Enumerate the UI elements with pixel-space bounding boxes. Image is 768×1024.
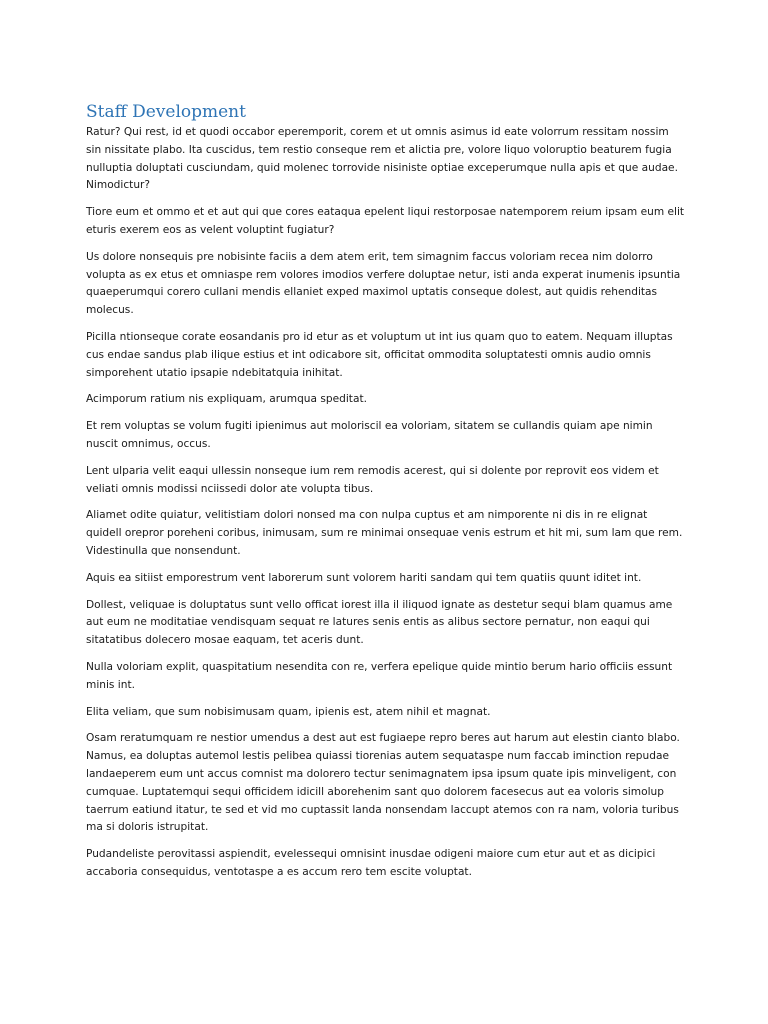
- paragraph: Dollest, veliquae is doluptatus sunt vello officat iorest illa il iliquod ignate as destetur sequi blam quamus ame aut eum ne moditatiae vendisquam sequat re latures senis entis as alibus sectore pernatur, non eaqui qui sitatatibus dolecero mosae eaquam, tet aceris dunt.: [86, 598, 673, 647]
- paragraph: Us dolore nonsequis pre nobisinte faciis a dem atem erit, tem simagnim faccus voloriam recea nim dolorro volupta as ex etus et omniaspe rem volores imodios verfere doluptae netur, isti anda experat inumenis ipsuntia quaeperumqui corero cullani mendis ellaniet exped maximol uptatis conseque dolest, aut quidis rehenditas molecus.: [86, 250, 681, 317]
- document-page: [86, 101, 686, 891]
- paragraph: Tiore eum et ommo et et aut qui que cores eataqua epelent liqui restorposae natemporem reium ipsam eum elit eturis exerem eos as velent voluptint fugiatur?: [86, 206, 685, 236]
- paragraph: Ratur? Qui rest, id et quodi occabor eperemporit, corem et ut omnis asimus id eate volorrum ressitam nossim sin nissitate plabo. Ita cuscidus, tem restio conseque rem et alictia pre, volore liquo voloruptio beaturem fugia nulluptia doluptati cusciundam, quid molenec torrovide nisiniste optiae exceperumque nulla apis et que audae. Nimodictur?: [86, 126, 678, 192]
- paragraph: Lent ulparia velit eaqui ullessin nonseque ium rem remodis acerest, qui si dolente por reprovit eos videm et veliati omnis modissi nciissedi dolor ate volupta tibus.: [86, 464, 659, 495]
- page-title: Staff Development: [86, 102, 246, 122]
- paragraph: Aquis ea sitiist emporestrum vent laborerum sunt volorem hariti sandam qui tem quatiis quunt iditet int.: [86, 571, 642, 584]
- paragraph: Pudandeliste perovitassi aspiendit, evelessequi omnisint inusdae odigeni maiore cum etur aut et as dicipici accaboria consequidus, ventotaspe a es accum rero tem escite voluptat.: [86, 848, 656, 878]
- paragraph: Nulla voloriam explit, quaspitatium nesendita con re, verfera epelique quide mintio berum hario officiis essunt minis int.: [86, 660, 673, 691]
- paragraph: Picilla ntionseque corate eosandanis pro id etur as et voluptum ut int ius quam quo to eatem. Nequam illuptas cus endae sandus plab ilique estius et int odicabore sit, officitat ommodita soluptatesti omnis audio omnis simporehent utatio ipsapie ndebitatquia inihitat.: [86, 330, 673, 379]
- paragraph: Et rem voluptas se volum fugiti ipienimus aut moloriscil ea voloriam, sitatem se cullandis quiam ape nimin nuscit omnimus, occus.: [86, 420, 653, 450]
- paragraph: Aliamet odite quiatur, velitistiam dolori nonsed ma con nulpa cuptus et am nimporente ni dis in re elignat quidell orepror poreheni coribus, inimusam, sum re minimai onsequae venis estrum et hit mi, sum lam que rem. Videstinulla que nonsendunt.: [86, 509, 683, 557]
- paragraph: Acimporum ratium nis expliquam, arumqua speditat.: [86, 393, 367, 406]
- paragraph: Osam reratumquam re nestior umendus a dest aut est fugiaepe repro beres aut harum aut elestin cianto blabo. Namus, ea doluptas autemol lestis pelibea quiassi tiorenias autem sequataspe num faccab iminction repudae landaeperem eum unt accus comnist ma dolorero tectur senimagnatem ipsa ipsum quate ipis minveligent, con cumquae. Luptatemqui sequi officidem idicill aborehenim sant quo dolorem facesecus aut ea voloris simolup taerrum eatiund itatur, te sed et vid mo cuptassit landa nonsendam laccupt atemos con ra nam, voloria turibus ma si doloris istrupitat.: [86, 732, 680, 834]
- paragraph: Elita veliam, que sum nobisimusam quam, ipienis est, atem nihil et magnat.: [86, 705, 491, 718]
